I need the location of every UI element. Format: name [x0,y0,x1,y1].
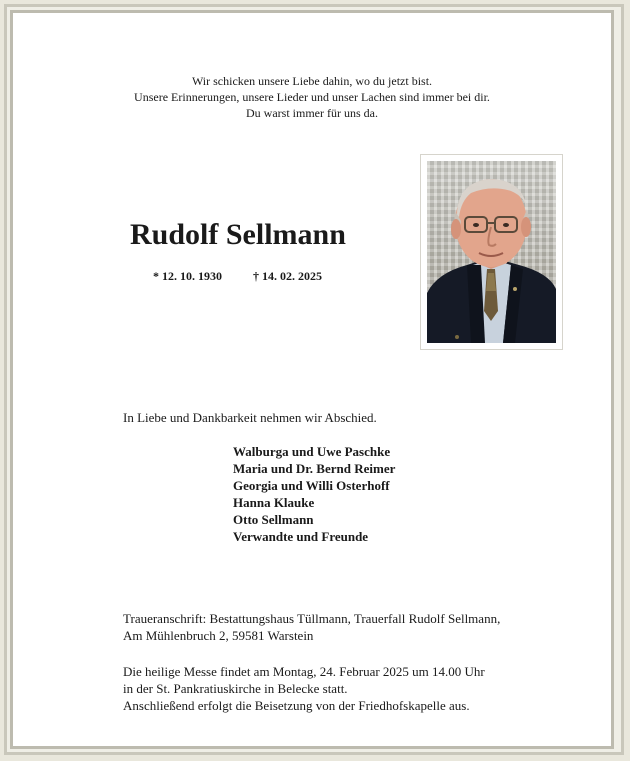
mourner: Walburga und Uwe Paschke [233,444,391,459]
service-info [123,663,485,714]
portrait-illustration [427,161,556,343]
address-line: Am Mühlenbruch 2, 59581 Warstein [123,628,314,643]
mourner: Verwandte und Freunde [233,529,369,544]
mourner: Hanna Klauke [233,495,315,510]
obituary-card [10,10,614,749]
death-date: † 14. 02. 2025 [253,269,322,283]
birth-date: * 12. 10. 1930 [153,269,222,283]
mourning-address [123,610,500,644]
mourner: Maria und Dr. Bernd Reimer [233,461,396,476]
address-line: Traueranschrift: Bestattungshaus Tüllmann, Trauerfall Rudolf Sellmann, [123,611,501,626]
poem-line: Unsere Erinnerungen, unsere Lieder und unser Lachen sind immer bei dir. [134,90,490,104]
mourner: Otto Sellmann [233,512,314,527]
poem-line: Du warst immer für uns da. [246,106,378,120]
service-line: Anschließend erfolgt die Beisetzung von der Friedhofskapelle aus. [123,698,470,713]
poem [13,73,611,121]
life-dates [153,269,322,284]
deceased-name: Rudolf Sellmann [130,218,346,251]
portrait-frame [420,154,563,350]
mourner: Georgia und Willi Osterhoff [233,478,390,493]
farewell-text: In Liebe und Dankbarkeit nehmen wir Abschied. [123,410,377,425]
service-line: in der St. Pankratiuskirche in Belecke statt. [123,681,348,696]
service-line: Die heilige Messe findet am Montag, 24. Februar 2025 um 14.00 Uhr [123,664,485,679]
poem-line: Wir schicken unsere Liebe dahin, wo du jetzt bist. [191,74,433,88]
mourners-list [233,443,395,545]
portrait-photo [427,161,556,343]
